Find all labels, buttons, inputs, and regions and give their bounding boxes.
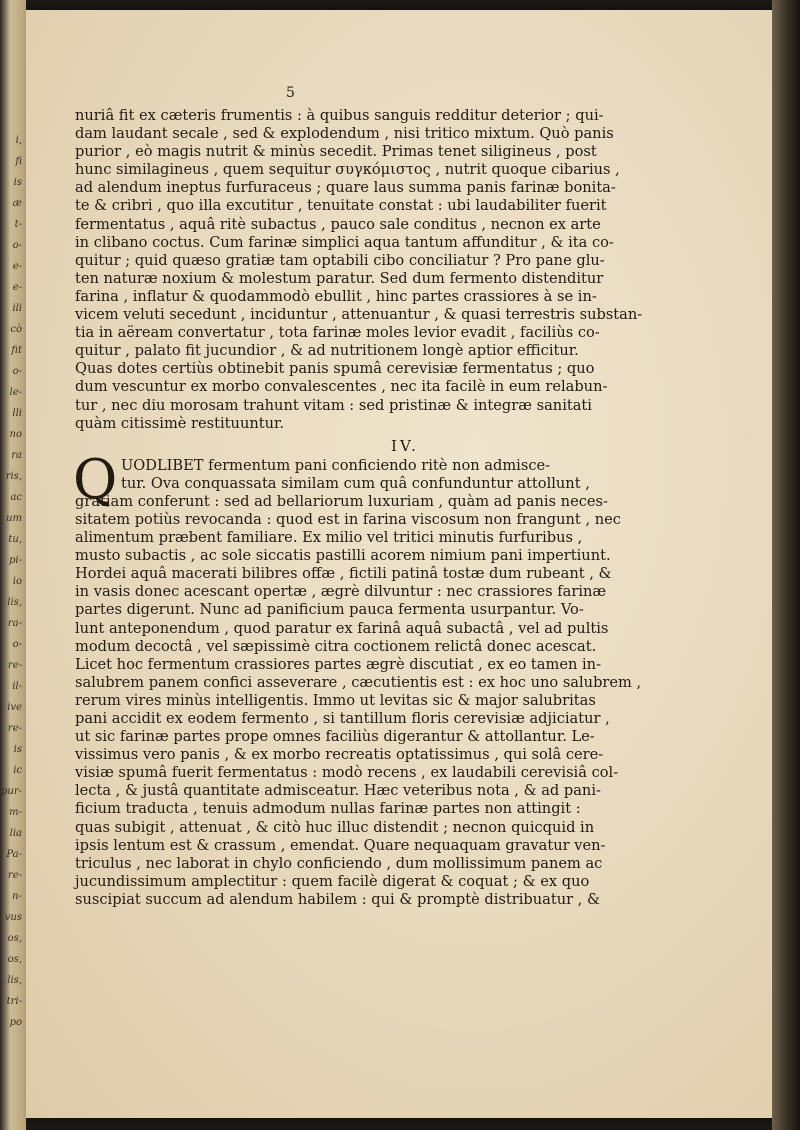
- text-line: suscipiat succum ad alendum habilem : qui & promptè distribuatur , &: [75, 890, 600, 908]
- text-line: vicem veluti secedunt , inciduntur , attenuantur , & quasi terrestris substan-: [75, 306, 643, 324]
- facing-page-fragment: re-: [7, 870, 22, 881]
- facing-page-fragment: ra-: [7, 618, 22, 629]
- facing-page-fragment: fi: [15, 156, 22, 167]
- facing-page-fragment: pi-: [9, 555, 22, 566]
- text-line: Hordei aquâ macerati bilibres offæ , fictili patinâ tostæ dum rubeant , &: [75, 565, 612, 583]
- text-line: lunt anteponendum , quod paratur ex farinâ aquâ subactâ , vel ad pultis: [75, 619, 609, 637]
- text-line: farina , inflatur & quodammodò ebullit , hinc partes crassiores à se in-: [75, 287, 597, 305]
- facing-page-fragment: tu,: [8, 534, 22, 545]
- facing-page-fragment: pur-: [0, 786, 22, 797]
- text-line: alimentum præbent familiare. Ex milio vel tritici minutis furfuribus ,: [75, 529, 583, 547]
- facing-page-fragment: os,: [7, 933, 22, 944]
- text-line: purior , eò magis nutrit & minùs secedit. Primas tenet siligineus , post: [75, 143, 597, 161]
- facing-page-fragment: ive: [7, 702, 22, 713]
- facing-page-fragment: ac: [10, 492, 22, 503]
- text-line: fermentatus , aquâ ritè subactus , pauco sale conditus , necnon ex arte: [75, 215, 601, 233]
- facing-page-fragment: ili: [12, 303, 22, 314]
- facing-page-fragment: re-: [7, 660, 22, 671]
- text-line: Quas dotes certiùs obtinebit panis spumâ cerevisiæ fermentatus ; quo: [75, 360, 595, 378]
- text-line: dum vescuntur ex morbo convalescentes , nec ita facilè in eum relabun-: [75, 378, 608, 396]
- right-binding-edge: [772, 0, 800, 1130]
- facing-page-fragment: Pa-: [6, 849, 22, 860]
- facing-page-fragment: il-: [12, 681, 22, 692]
- facing-page-fragment: re-: [7, 723, 22, 734]
- facing-page-fragment: o-: [12, 240, 22, 251]
- text-line: ipsis lentum est & crassum , emendat. Quare nequaquam gravatur ven-: [75, 836, 606, 854]
- facing-page-fragment: ic: [13, 765, 22, 776]
- facing-page-fragment: e-: [12, 282, 22, 293]
- text-line: UODLIBET fermentum pani conficiendo ritè non admisce-: [121, 456, 551, 474]
- facing-page-fragment: lia: [9, 828, 22, 839]
- text-line: vissimus vero panis , & ex morbo recreatis optatissimus , qui solâ cere-: [75, 746, 604, 764]
- facing-page-fragment: ris,: [5, 471, 22, 482]
- text-line: tia in aëream convertatur , tota farinæ moles levior evadit , faciliùs co-: [75, 324, 600, 342]
- text-line: Licet hoc fermentum crassiores partes ægrè discutiat , ex eo tamen in-: [75, 655, 602, 673]
- text-line: tur , nec diu morosam trahunt vitam : sed pristinæ & integræ sanitati: [75, 396, 592, 414]
- text-line: in vasis donec acescant opertæ , ægrè dilvuntur : nec crassiores farinæ: [75, 583, 607, 601]
- facing-page-fragment: is: [13, 744, 22, 755]
- text-line: jucundissimum amplectitur : quem facilè digerat & coquat ; & ex quo: [75, 872, 590, 890]
- text-line: ficium traducta , tenuis admodum nullas farinæ partes non attingit :: [75, 800, 581, 818]
- facing-page-fragment: e-: [12, 261, 22, 272]
- facing-page-fragment: m-: [9, 807, 22, 818]
- section-heading: IV.: [391, 436, 419, 455]
- text-line: ten naturæ noxium & molestum paratur. Sed dum fermento distenditur: [75, 269, 604, 287]
- paragraph-1: [75, 107, 735, 433]
- facing-page-fragment: o-: [12, 366, 22, 377]
- facing-page-fragment: os,: [7, 954, 22, 965]
- text-line: triculus , nec laborat in chylo conficiendo , dum mollissimum panem ac: [75, 854, 603, 872]
- facing-page-fragment: no: [9, 429, 22, 440]
- facing-page-fragment: i,: [15, 135, 22, 146]
- text-line: salubrem panem confici asseverare , cæcutientis est : ex hoc uno salubrem ,: [75, 673, 642, 691]
- text-line: tur. Ova conquassata similam cum quâ confunduntur attollunt ,: [121, 474, 590, 492]
- text-line: in clibano coctus. Cum farinæ simplici aqua tantum affunditur , & ita co-: [75, 233, 614, 251]
- facing-page-fragment: t-: [14, 219, 22, 230]
- facing-page-fragment: n-: [12, 891, 22, 902]
- text-line: partes digerunt. Nunc ad panificium pauca fermenta usurpantur. Vo-: [75, 601, 584, 619]
- text-line: quas subigit , attenuat , & citò huc illuc distendit ; necnon quicquid in: [75, 818, 595, 836]
- text-line: quitur ; quid quæso gratiæ tam optabili cibo conciliatur ? Pro pane glu-: [75, 251, 605, 269]
- facing-page-fragment: o-: [12, 639, 22, 650]
- paragraph-2-body: [75, 493, 735, 909]
- facing-page-fragment: is: [13, 177, 22, 188]
- facing-page-fragment: ra: [11, 450, 22, 461]
- text-line: sitatem potiùs revocanda : quod est in farina viscosum non frangunt , nec: [75, 510, 621, 528]
- text-line: quitur , palato fit jucundior , & ad nutritionem longè aptior efficitur.: [75, 342, 579, 360]
- text-line: quàm citissimè restituuntur.: [75, 414, 285, 432]
- text-line: lecta , & justâ quantitate admisceatur. Hæc veteribus nota , & ad pani-: [75, 782, 601, 800]
- page-body: [75, 107, 735, 909]
- text-line: ut sic farinæ partes prope omnes faciliùs digerantur & attollantur. Le-: [75, 728, 595, 746]
- text-line: visiæ spumâ fuerit fermentatus : modò recens , ex laudabili cerevisiâ col-: [75, 764, 619, 782]
- text-line: nuriâ fit ex cæteris frumentis : à quibus sanguis redditur deterior ; qui-: [75, 107, 604, 124]
- facing-page-fragment: po: [9, 1017, 22, 1028]
- text-line: hunc similagineus , quem sequitur συγκόμιστος , nutrit quoque cibarius ,: [75, 161, 620, 179]
- text-line: rerum vires minùs intelligentis. Immo ut levitas sic & major salubritas: [75, 691, 596, 709]
- text-line: modum decoctâ , vel sæpissimè citra coctionem relictâ donec acescat.: [75, 637, 597, 655]
- facing-page-fragment: tri-: [6, 996, 22, 1007]
- text-line: gratiam conferunt : sed ad bellariorum luxuriam , quàm ad panis neces-: [75, 492, 608, 510]
- text-line: ad alendum ineptus furfuraceus ; quare laus summa panis farinæ bonita-: [75, 179, 616, 197]
- facing-page-fragment: fit: [11, 345, 22, 356]
- facing-page-fragment: um: [6, 513, 22, 524]
- facing-page-fragment: lis,: [7, 597, 22, 608]
- facing-page-fragment: vus: [4, 912, 22, 923]
- text-line: dam laudant secale , sed & explodendum , nisi tritico mixtum. Quò panis: [75, 125, 614, 143]
- text-line: pani accidit ex eodem fermento , si tantillum floris cerevisiæ adjiciatur ,: [75, 710, 610, 727]
- paragraph-2: [73, 447, 735, 909]
- facing-page-fragment: lli: [12, 408, 22, 419]
- facing-page-fragment: lis,: [7, 975, 22, 986]
- text-line: musto subactis , ac sole siccatis pastilli acorem nimium pani impertiunt.: [75, 547, 611, 565]
- facing-page-fragment: io: [12, 576, 22, 587]
- facing-page-fragment: æ: [12, 198, 22, 209]
- facing-page-fragment: le-: [9, 387, 22, 398]
- page-number: 5: [286, 85, 295, 101]
- text-line: te & cribri , quo illa excutitur , tenuitate constat : ubi laudabiliter fuerit: [75, 197, 607, 215]
- facing-page-fragment: cò: [10, 324, 22, 335]
- drop-cap: Q: [73, 447, 118, 511]
- facing-page-fragments: [0, 130, 22, 1028]
